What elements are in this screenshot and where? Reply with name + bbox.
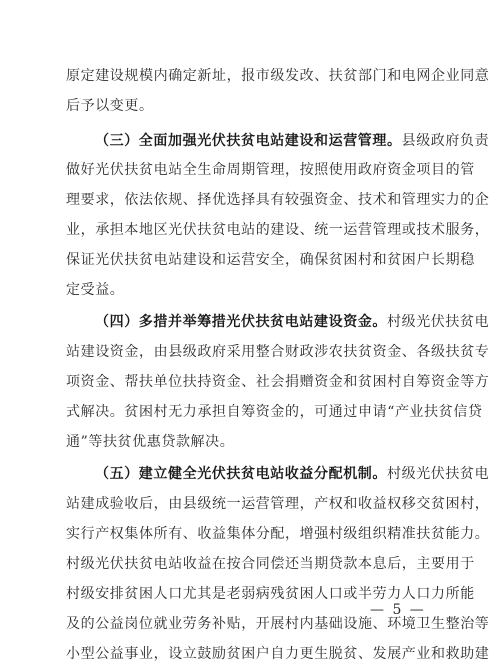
- text-line: 后予以变更。: [66, 98, 154, 114]
- section-heading: （五）建立健全光伏扶贫电站收益分配机制。: [95, 466, 387, 482]
- section-heading: （四）多措并举筹措光伏扶贫电站建设资金。: [95, 314, 387, 330]
- text-line: 保证光伏扶贫电站建设和运营安全，确保贫困村和贫困户长期稳: [66, 252, 475, 268]
- section-heading: （三）全面加强光伏扶贫电站建设和运营管理。: [95, 133, 402, 149]
- section-body-text: 村级光伏扶贫电: [387, 466, 489, 482]
- section-5-text: [95, 466, 489, 482]
- text-line: 业，承担本地区光伏扶贫电站的建设、统一运营管理或技术服务，: [66, 222, 489, 238]
- section-body-text: 村级光伏扶贫电: [387, 314, 489, 330]
- text-line: 式解决。贫困村无力承担自筹资金的，可通过申请“产业扶贫信贷: [66, 404, 483, 420]
- text-line: 村级安排贫困人口尤其是老弱病残贫困人口或半劳力人口力所能: [66, 586, 475, 602]
- text-line: 及的公益岗位就业劳务补贴，开展村内基础设施、环境卫生整治等: [66, 616, 489, 632]
- text-line: 理要求，依法依规、择优选择具有较强资金、技术和管理实力的企: [66, 192, 489, 208]
- text-line: 原定建设规模内确定新址，报市级发改、扶贫部门和电网企业同意: [66, 68, 489, 84]
- text-line: 站建设资金，由县级政府采用整合财政涉农扶贫资金、各级扶贫专: [66, 344, 489, 360]
- text-line: 站建成验收后，由县级统一运营管理，产权和收益权移交贫困村，: [66, 496, 489, 512]
- text-line: 定受益。: [66, 282, 125, 298]
- text-line: 项资金、帮扶单位扶持资金、社会捐赠资金和贫困村自筹资金等方: [66, 374, 489, 390]
- text-line: 通”等扶贫优惠贷款解决。: [66, 434, 235, 450]
- section-3-first-line: [95, 131, 489, 151]
- text-line: 村级光伏扶贫电站收益在按合同偿还当期贷款本息后，主要用于: [66, 556, 475, 572]
- text-line: 做好光伏扶贫电站全生命周期管理，按照使用政府资金项目的管: [66, 162, 475, 178]
- section-5-first-line: [95, 464, 489, 484]
- text-line: 小型公益事业，设立鼓励贫困户自力更生脱贫、发展产业和救助建: [66, 646, 489, 662]
- section-4-text: [95, 314, 489, 330]
- section-4-first-line: [95, 312, 489, 332]
- section-body-text: 县级政府负责: [401, 133, 489, 149]
- text-line: 实行产权集体所有、收益集体分配，增强村级组织精准扶贫能力。: [66, 526, 489, 542]
- section-3-text: [95, 133, 489, 149]
- page-number: — 5 —: [370, 602, 426, 618]
